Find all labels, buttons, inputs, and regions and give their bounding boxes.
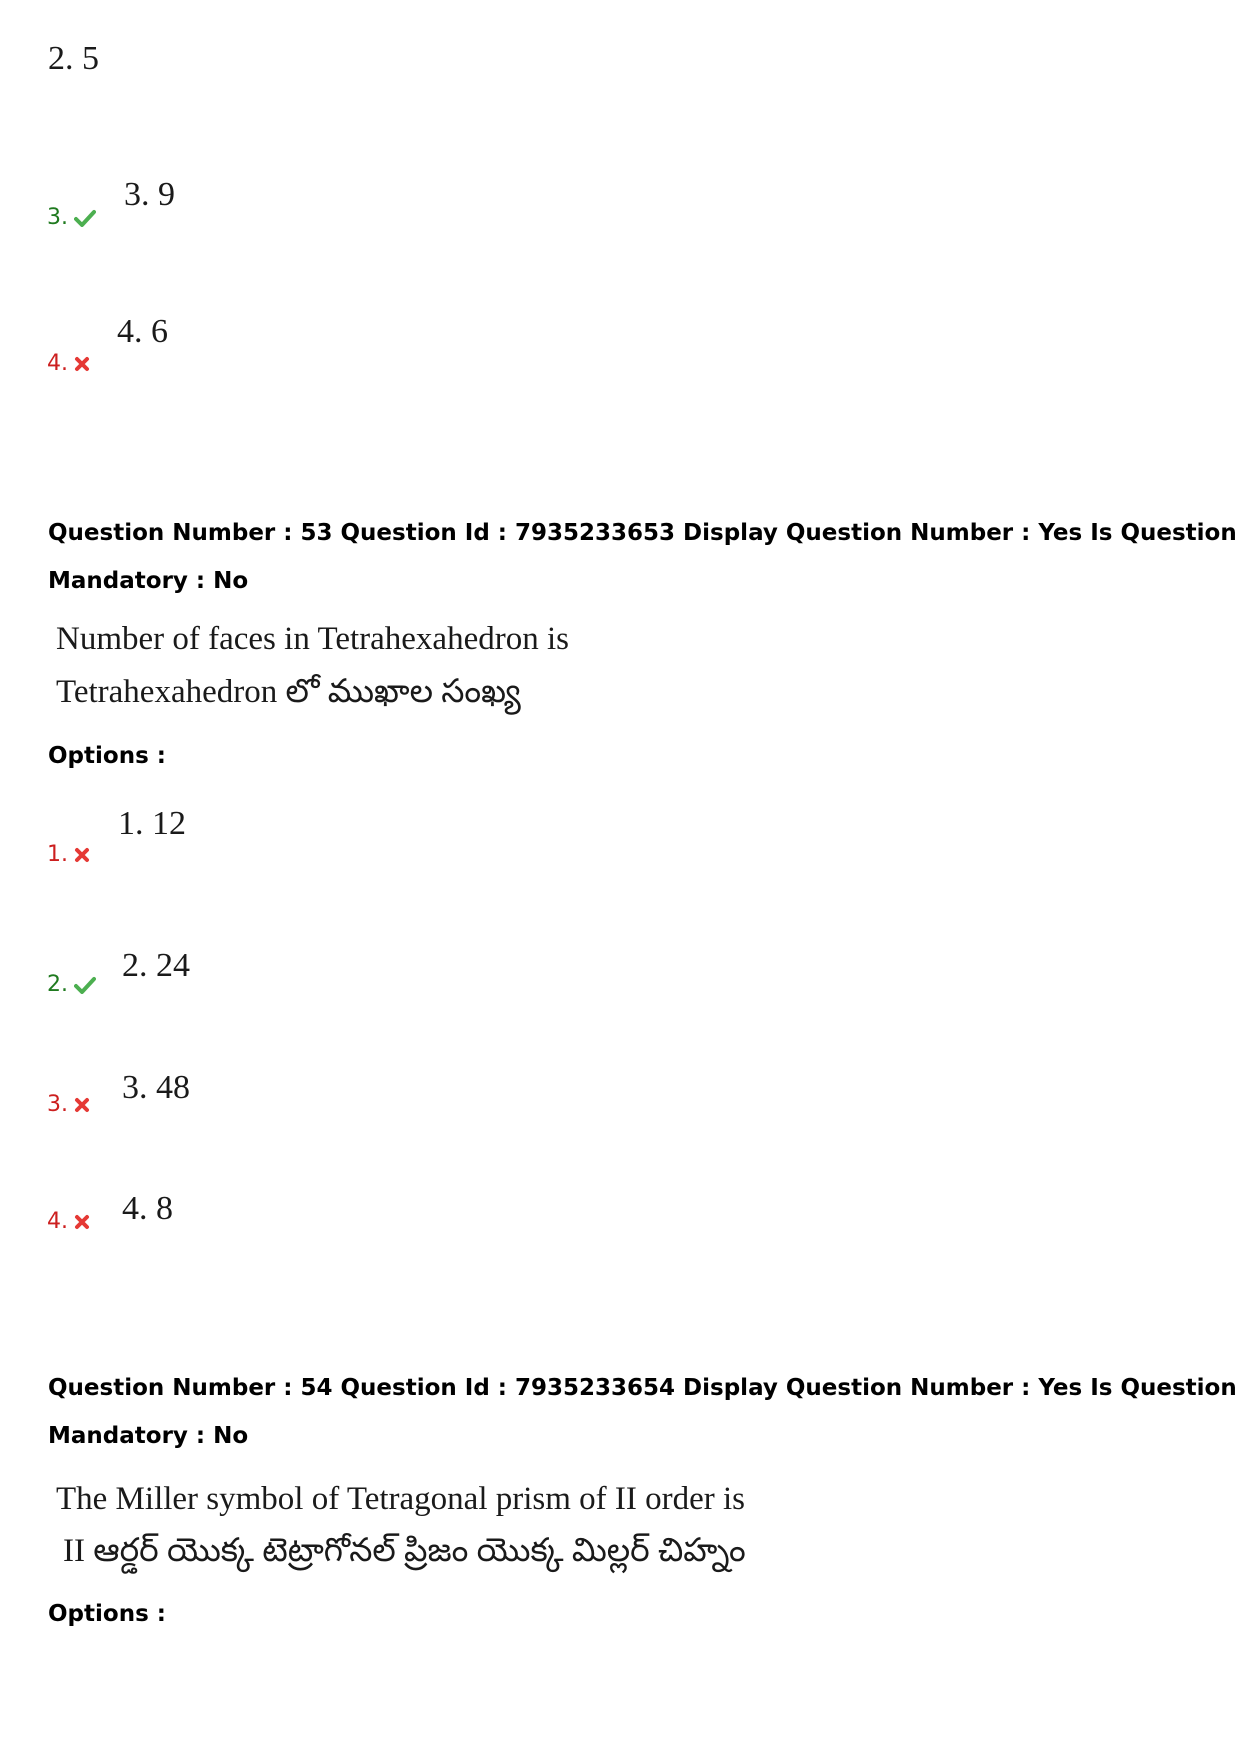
question-54-mandatory: Mandatory : No [48,1423,249,1449]
option-number: 4. [47,351,68,376]
question-53-mandatory: Mandatory : No [48,568,249,594]
option-number: 1. [47,842,68,867]
q53-option-4-text: 4. 8 [122,1190,173,1227]
question-54-stem-english: The Miller symbol of Tetragonal prism of II order is [56,1481,746,1517]
q53-option-1-text: 1. 12 [118,805,186,842]
check-icon [74,976,96,998]
option-4-text: 4. 6 [117,313,168,350]
question-53-options-label: Options : [48,743,166,769]
cross-icon [74,356,90,376]
question-54-header: Question Number : 54 Question Id : 7935233654 Display Question Number : Yes Is Question [48,1375,1237,1401]
option-3-marker [47,205,96,231]
cross-icon [74,1097,90,1117]
q53-option-3-text: 3. 48 [122,1069,190,1106]
question-53-stem-english: Number of faces in Tetrahexahedron is [56,621,569,657]
option-4-marker [47,351,90,376]
q53-option-4-marker [47,1209,90,1234]
cross-icon [74,847,90,867]
cross-icon [74,1214,90,1234]
option-number: 3. [47,1092,68,1117]
check-icon [74,209,96,231]
question-53-stem-telugu: Tetrahexahedron లో ముఖాల సంఖ్య [56,674,521,710]
q53-option-3-marker [47,1092,90,1117]
option-number: 3. [47,205,68,230]
q53-option-2-text: 2. 24 [122,947,190,984]
option-number: 2. [47,972,68,997]
option-number: 4. [47,1209,68,1234]
q53-option-1-marker [47,842,90,867]
question-53-header: Question Number : 53 Question Id : 7935233653 Display Question Number : Yes Is Question [48,520,1237,546]
option-2-text: 2. 5 [48,40,99,77]
question-54-options-label: Options : [48,1601,166,1627]
option-3-text: 3. 9 [124,176,175,213]
question-54-stem-telugu: II ఆర్డర్ యొక్క టెట్రాగోనల్ ప్రిజం యొక్క మిల్లర్ చిహ్నం [63,1533,746,1569]
q53-option-2-marker [47,972,96,998]
